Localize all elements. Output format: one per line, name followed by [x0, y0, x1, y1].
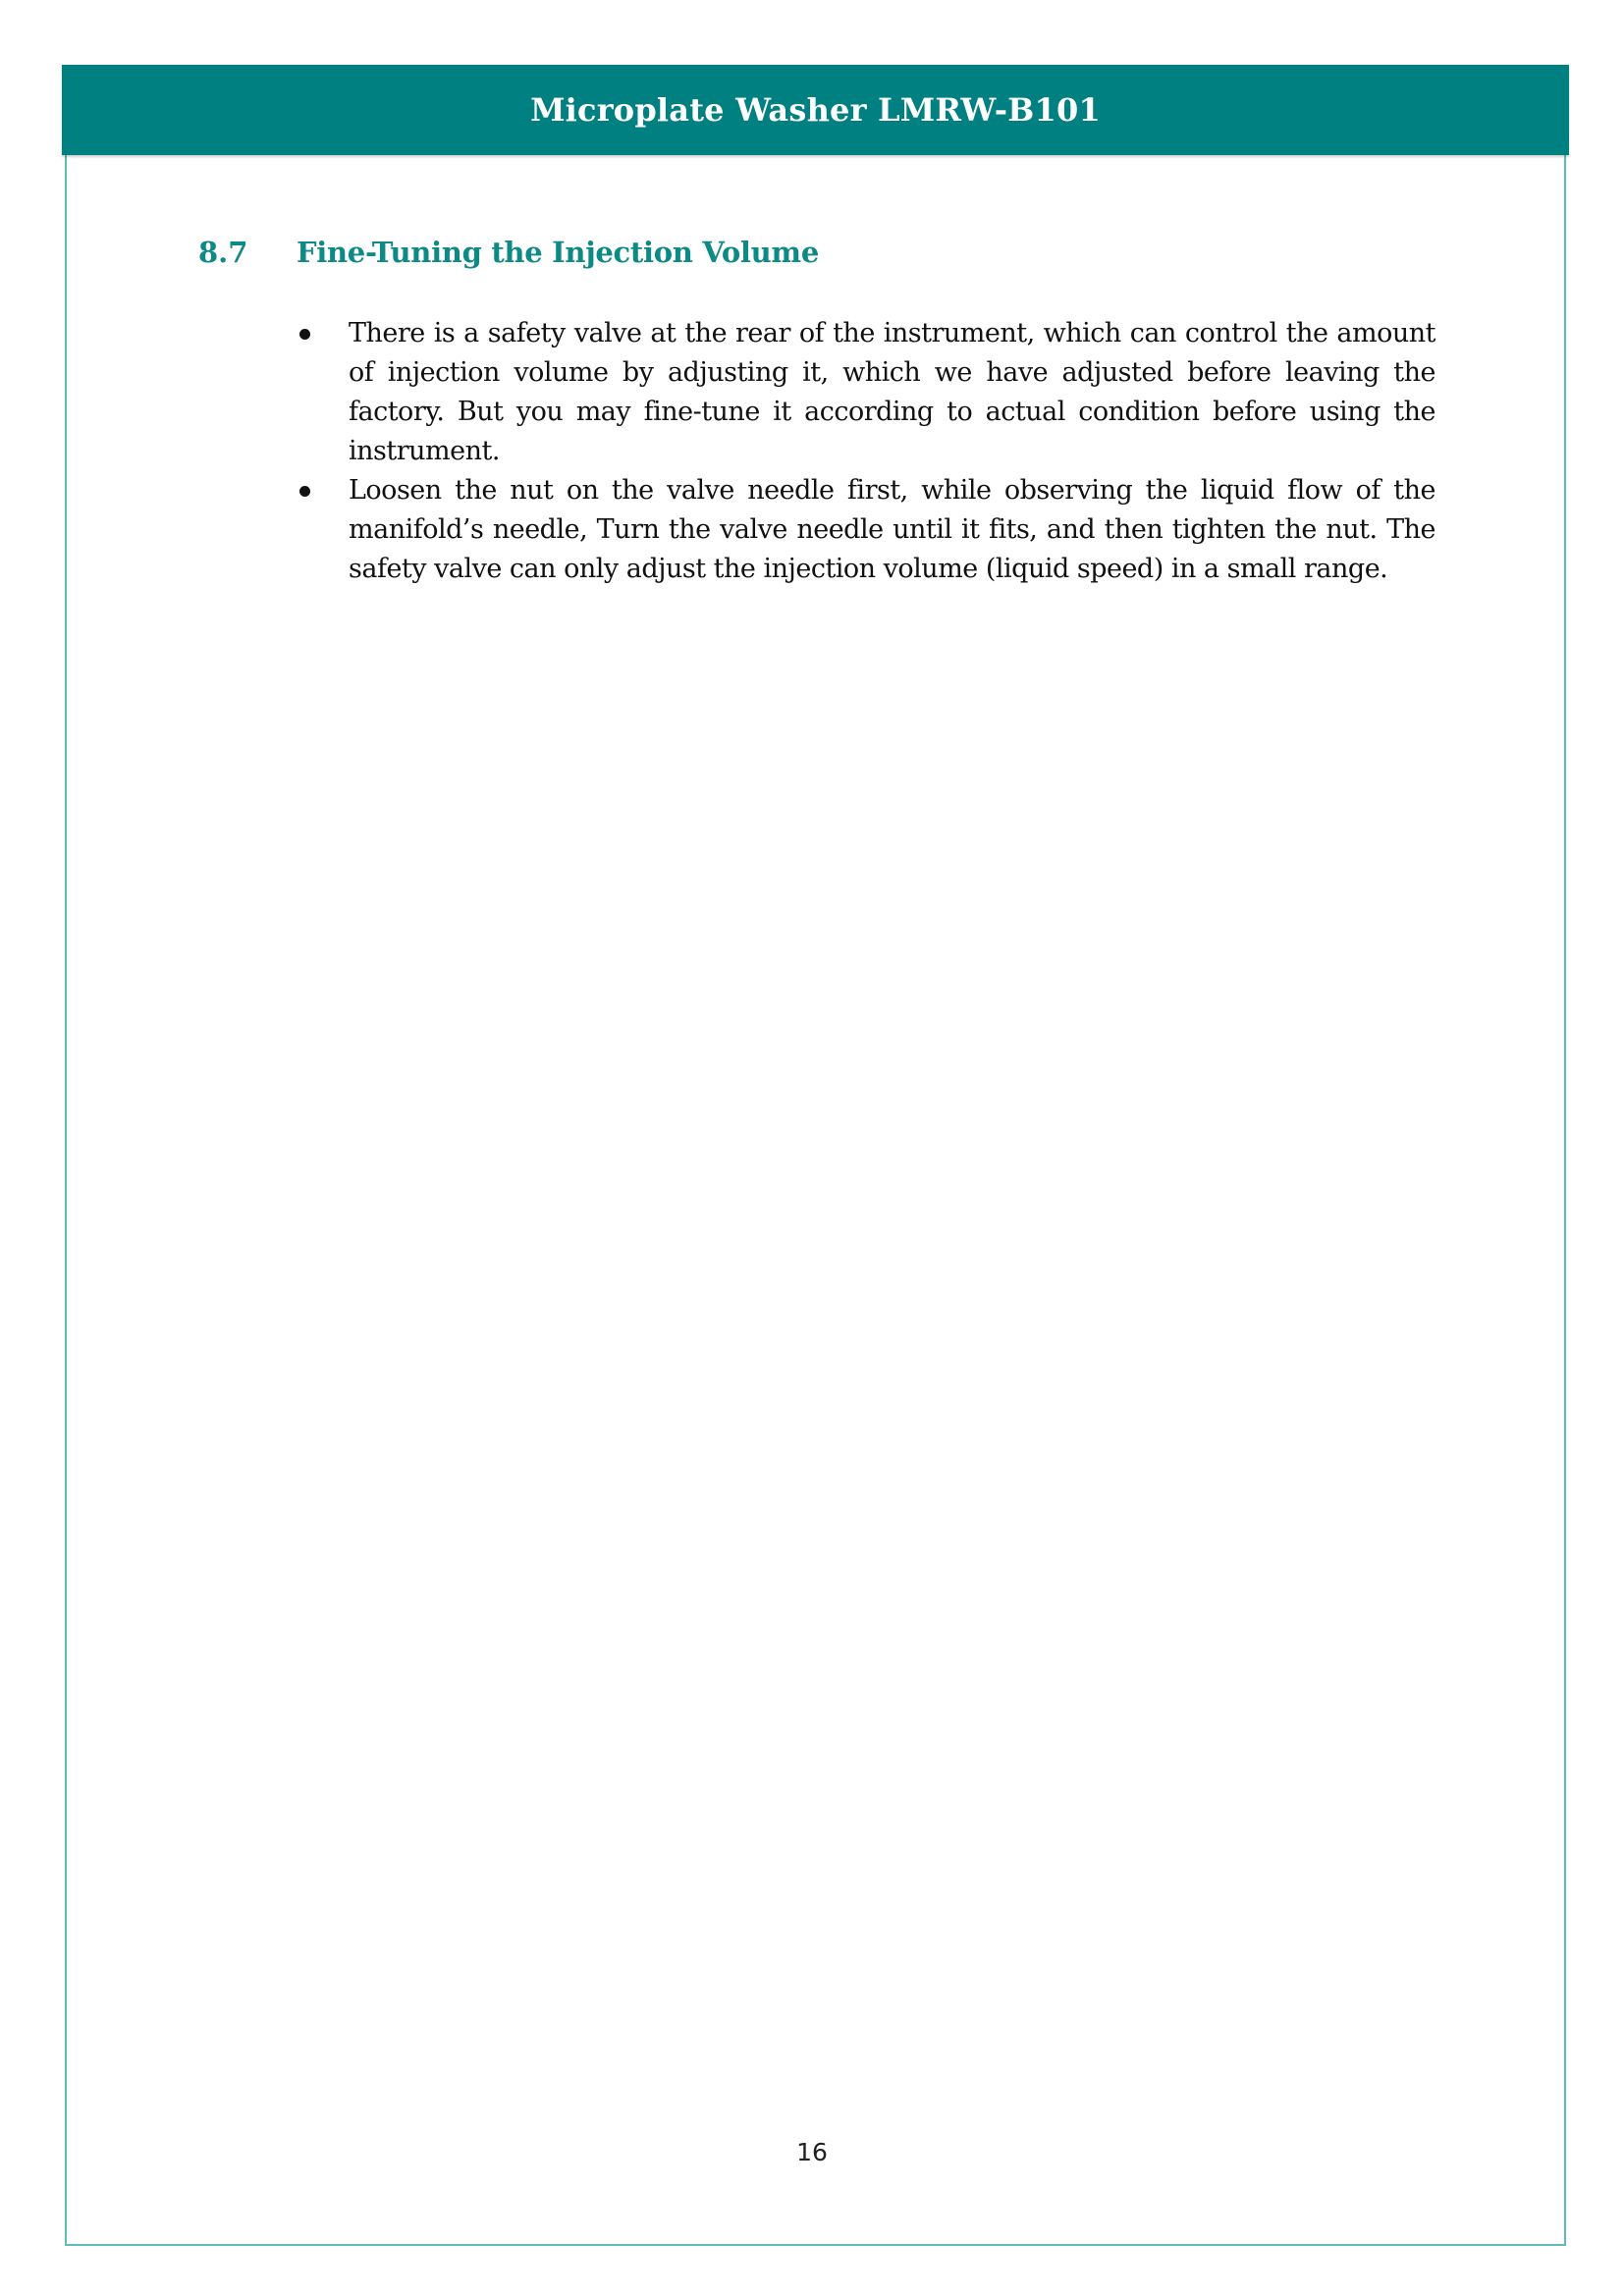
document-title: Microplate Washer LMRW-B101 [530, 91, 1101, 129]
bullet-icon [299, 329, 310, 340]
section-title: Fine-Tuning the Injection Volume [297, 236, 819, 269]
bullet-item [295, 314, 1435, 471]
section-number: 8.7 [198, 236, 248, 269]
header-bar [62, 65, 1569, 155]
section-heading [198, 236, 819, 269]
bullet-text: There is a safety valve at the rear of the instrument, which can control the amount of injection volume by adjusting it, which we have adjusted before leaving the factory. But you may fine-tune it according to actual condition before using the instrument. [349, 318, 1435, 466]
bullet-list [295, 314, 1435, 589]
bullet-text: Loosen the nut on the valve needle first, while observing the liquid flow of the manifold’s needle, Turn the valve needle until it fits, and then tighten the nut. The safety valve can only adjust the injection volume (liquid speed) in a small range. [349, 475, 1435, 584]
page-number: 16 [796, 2138, 828, 2166]
bullet-item [295, 471, 1435, 589]
bullet-icon [299, 486, 310, 497]
